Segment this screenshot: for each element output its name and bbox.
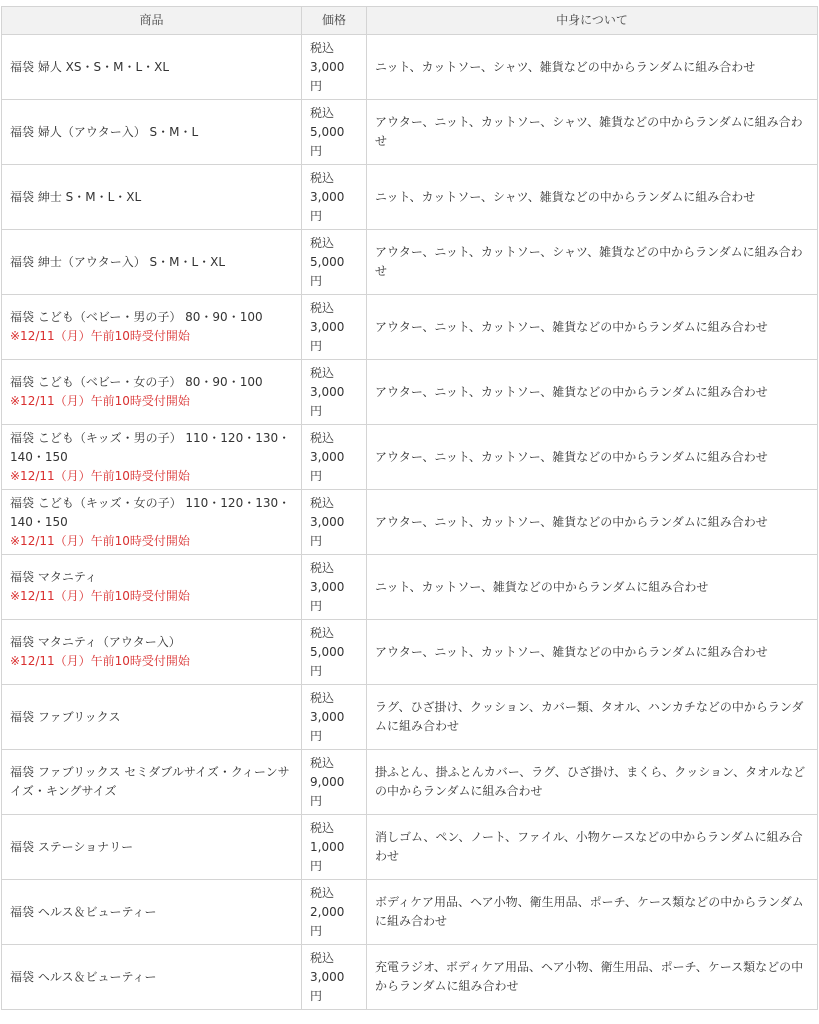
table-row: [2, 165, 818, 230]
product-name: 福袋 紳士 S・M・L・XL: [10, 189, 142, 204]
contents-description: ラグ、ひざ掛け、クッション、カバー類、タオル、ハンカチなどの中からランダムに組み合わせ: [367, 685, 818, 750]
price-unit: 円: [310, 208, 323, 223]
contents-description: アウター、ニット、カットソー、雑貨などの中からランダムに組み合わせ: [367, 425, 818, 490]
availability-note: ※12/11（月）午前10時受付開始: [10, 468, 190, 483]
price-amount: 3,000: [310, 514, 345, 529]
price-tax-label: 税込: [310, 235, 335, 250]
price-tax-label: 税込: [310, 560, 335, 575]
price-tax-label: 税込: [310, 690, 335, 705]
product-cell: [2, 945, 302, 1010]
price-cell: [302, 165, 367, 230]
price-cell: [302, 100, 367, 165]
price-cell: [302, 490, 367, 555]
product-cell: [2, 555, 302, 620]
product-cell: [2, 815, 302, 880]
product-cell: [2, 425, 302, 490]
header-contents: 中身について: [367, 7, 818, 35]
price-tax-label: 税込: [310, 885, 335, 900]
table-row: [2, 945, 818, 1010]
price-cell: [302, 685, 367, 750]
table-row: [2, 490, 818, 555]
table-row: [2, 100, 818, 165]
table-header-row: [2, 7, 818, 35]
price-amount: 3,000: [310, 59, 345, 74]
price-unit: 円: [310, 793, 323, 808]
price-tax-label: 税込: [310, 625, 335, 640]
availability-note: ※12/11（月）午前10時受付開始: [10, 654, 190, 668]
price-unit: 円: [310, 988, 323, 1003]
contents-description: 充電ラジオ、ボディケア用品、ヘア小物、衛生用品、ポーチ、ケース類などの中からランダムに組み合わせ: [367, 945, 818, 1010]
price-amount: 3,000: [310, 709, 345, 724]
table-body: [2, 35, 818, 1010]
product-cell: [2, 100, 302, 165]
price-unit: 円: [310, 78, 323, 93]
table-row: [2, 35, 818, 100]
price-amount: 3,000: [310, 579, 345, 594]
price-tax-label: 税込: [310, 105, 335, 120]
price-amount: 5,000: [310, 644, 345, 659]
price-cell: [302, 945, 367, 1010]
product-cell: [2, 165, 302, 230]
price-amount: 5,000: [310, 254, 345, 269]
product-name: 福袋 婦人 XS・S・M・L・XL: [10, 59, 170, 74]
product-name: 福袋 こども（キッズ・女の子） 110・120・130・140・150: [10, 495, 291, 529]
product-cell: [2, 490, 302, 555]
price-amount: 3,000: [310, 969, 345, 984]
price-unit: 円: [310, 338, 323, 353]
contents-description: アウター、ニット、カットソー、雑貨などの中からランダムに組み合わせ: [367, 620, 818, 685]
product-name: 福袋 婦人（アウター入） S・M・L: [10, 124, 199, 139]
contents-description: アウター、ニット、カットソー、シャツ、雑貨などの中からランダムに組み合わせ: [367, 100, 818, 165]
header-price: 価格: [302, 7, 367, 35]
price-unit: 円: [310, 273, 323, 288]
product-cell: [2, 750, 302, 815]
product-name: 福袋 ステーショナリー: [10, 839, 134, 854]
price-unit: 円: [310, 858, 323, 873]
price-amount: 2,000: [310, 904, 345, 919]
contents-description: アウター、ニット、カットソー、雑貨などの中からランダムに組み合わせ: [367, 490, 818, 555]
price-cell: [302, 425, 367, 490]
price-unit: 円: [310, 468, 323, 483]
table-row: [2, 880, 818, 945]
table-row: [2, 555, 818, 620]
contents-description: 掛ふとん、掛ふとんカバー、ラグ、ひざ掛け、まくら、クッション、タオルなどの中からランダムに組み合わせ: [367, 750, 818, 815]
price-unit: 円: [310, 533, 323, 548]
contents-description: アウター、ニット、カットソー、雑貨などの中からランダムに組み合わせ: [367, 360, 818, 425]
product-name: 福袋 ヘルス＆ビューティー: [10, 904, 157, 919]
product-name: 福袋 ファブリックス セミダブルサイズ・クィーンサイズ・キングサイズ: [10, 765, 290, 798]
price-tax-label: 税込: [310, 755, 335, 770]
price-unit: 円: [310, 598, 323, 613]
availability-note: ※12/11（月）午前10時受付開始: [10, 589, 190, 603]
contents-description: ニット、カットソー、雑貨などの中からランダムに組み合わせ: [367, 555, 818, 620]
product-cell: [2, 35, 302, 100]
product-cell: [2, 360, 302, 425]
product-name: 福袋 マタニティ（アウター入）: [10, 635, 181, 649]
price-cell: [302, 35, 367, 100]
price-tax-label: 税込: [310, 170, 335, 185]
price-amount: 5,000: [310, 124, 345, 139]
price-cell: [302, 295, 367, 360]
table-row: [2, 750, 818, 815]
product-cell: [2, 685, 302, 750]
availability-note: ※12/11（月）午前10時受付開始: [10, 329, 190, 343]
contents-description: アウター、ニット、カットソー、雑貨などの中からランダムに組み合わせ: [367, 295, 818, 360]
table-row: [2, 620, 818, 685]
product-name: 福袋 ヘルス＆ビューティー: [10, 969, 157, 984]
price-unit: 円: [310, 663, 323, 678]
price-tax-label: 税込: [310, 495, 335, 510]
availability-note: ※12/11（月）午前10時受付開始: [10, 533, 190, 548]
price-amount: 3,000: [310, 189, 345, 204]
price-cell: [302, 620, 367, 685]
price-tax-label: 税込: [310, 40, 335, 55]
price-unit: 円: [310, 728, 323, 743]
table-row: [2, 295, 818, 360]
price-unit: 円: [310, 923, 323, 938]
table-row: [2, 425, 818, 490]
product-name: 福袋 こども（ベビー・男の子） 80・90・100: [10, 310, 263, 324]
price-tax-label: 税込: [310, 430, 335, 445]
price-tax-label: 税込: [310, 300, 335, 315]
price-tax-label: 税込: [310, 950, 335, 965]
product-name: 福袋 マタニティ: [10, 570, 97, 584]
product-cell: [2, 620, 302, 685]
contents-description: ニット、カットソー、シャツ、雑貨などの中からランダムに組み合わせ: [367, 165, 818, 230]
price-amount: 3,000: [310, 384, 345, 399]
price-amount: 9,000: [310, 774, 345, 789]
header-product: 商品: [2, 7, 302, 35]
price-cell: [302, 360, 367, 425]
table-row: [2, 815, 818, 880]
table-row: [2, 360, 818, 425]
price-cell: [302, 230, 367, 295]
product-cell: [2, 880, 302, 945]
price-tax-label: 税込: [310, 820, 335, 835]
price-unit: 円: [310, 403, 323, 418]
table-row: [2, 685, 818, 750]
lucky-bag-table: [1, 6, 818, 1010]
price-cell: [302, 555, 367, 620]
availability-note: ※12/11（月）午前10時受付開始: [10, 394, 190, 408]
product-name: 福袋 こども（ベビー・女の子） 80・90・100: [10, 375, 263, 389]
contents-description: アウター、ニット、カットソー、シャツ、雑貨などの中からランダムに組み合わせ: [367, 230, 818, 295]
product-name: 福袋 紳士（アウター入） S・M・L・XL: [10, 254, 226, 269]
product-name: 福袋 ファブリックス: [10, 709, 121, 724]
contents-description: 消しゴム、ペン、ノート、ファイル、小物ケースなどの中からランダムに組み合わせ: [367, 815, 818, 880]
table-row: [2, 230, 818, 295]
product-cell: [2, 230, 302, 295]
price-cell: [302, 750, 367, 815]
contents-description: ニット、カットソー、シャツ、雑貨などの中からランダムに組み合わせ: [367, 35, 818, 100]
price-amount: 3,000: [310, 449, 345, 464]
price-cell: [302, 880, 367, 945]
price-amount: 1,000: [310, 839, 345, 854]
contents-description: ボディケア用品、ヘア小物、衛生用品、ポーチ、ケース類などの中からランダムに組み合わせ: [367, 880, 818, 945]
product-cell: [2, 295, 302, 360]
product-name: 福袋 こども（キッズ・男の子） 110・120・130・140・150: [10, 430, 291, 464]
price-tax-label: 税込: [310, 365, 335, 380]
price-amount: 3,000: [310, 319, 345, 334]
price-unit: 円: [310, 143, 323, 158]
price-cell: [302, 815, 367, 880]
